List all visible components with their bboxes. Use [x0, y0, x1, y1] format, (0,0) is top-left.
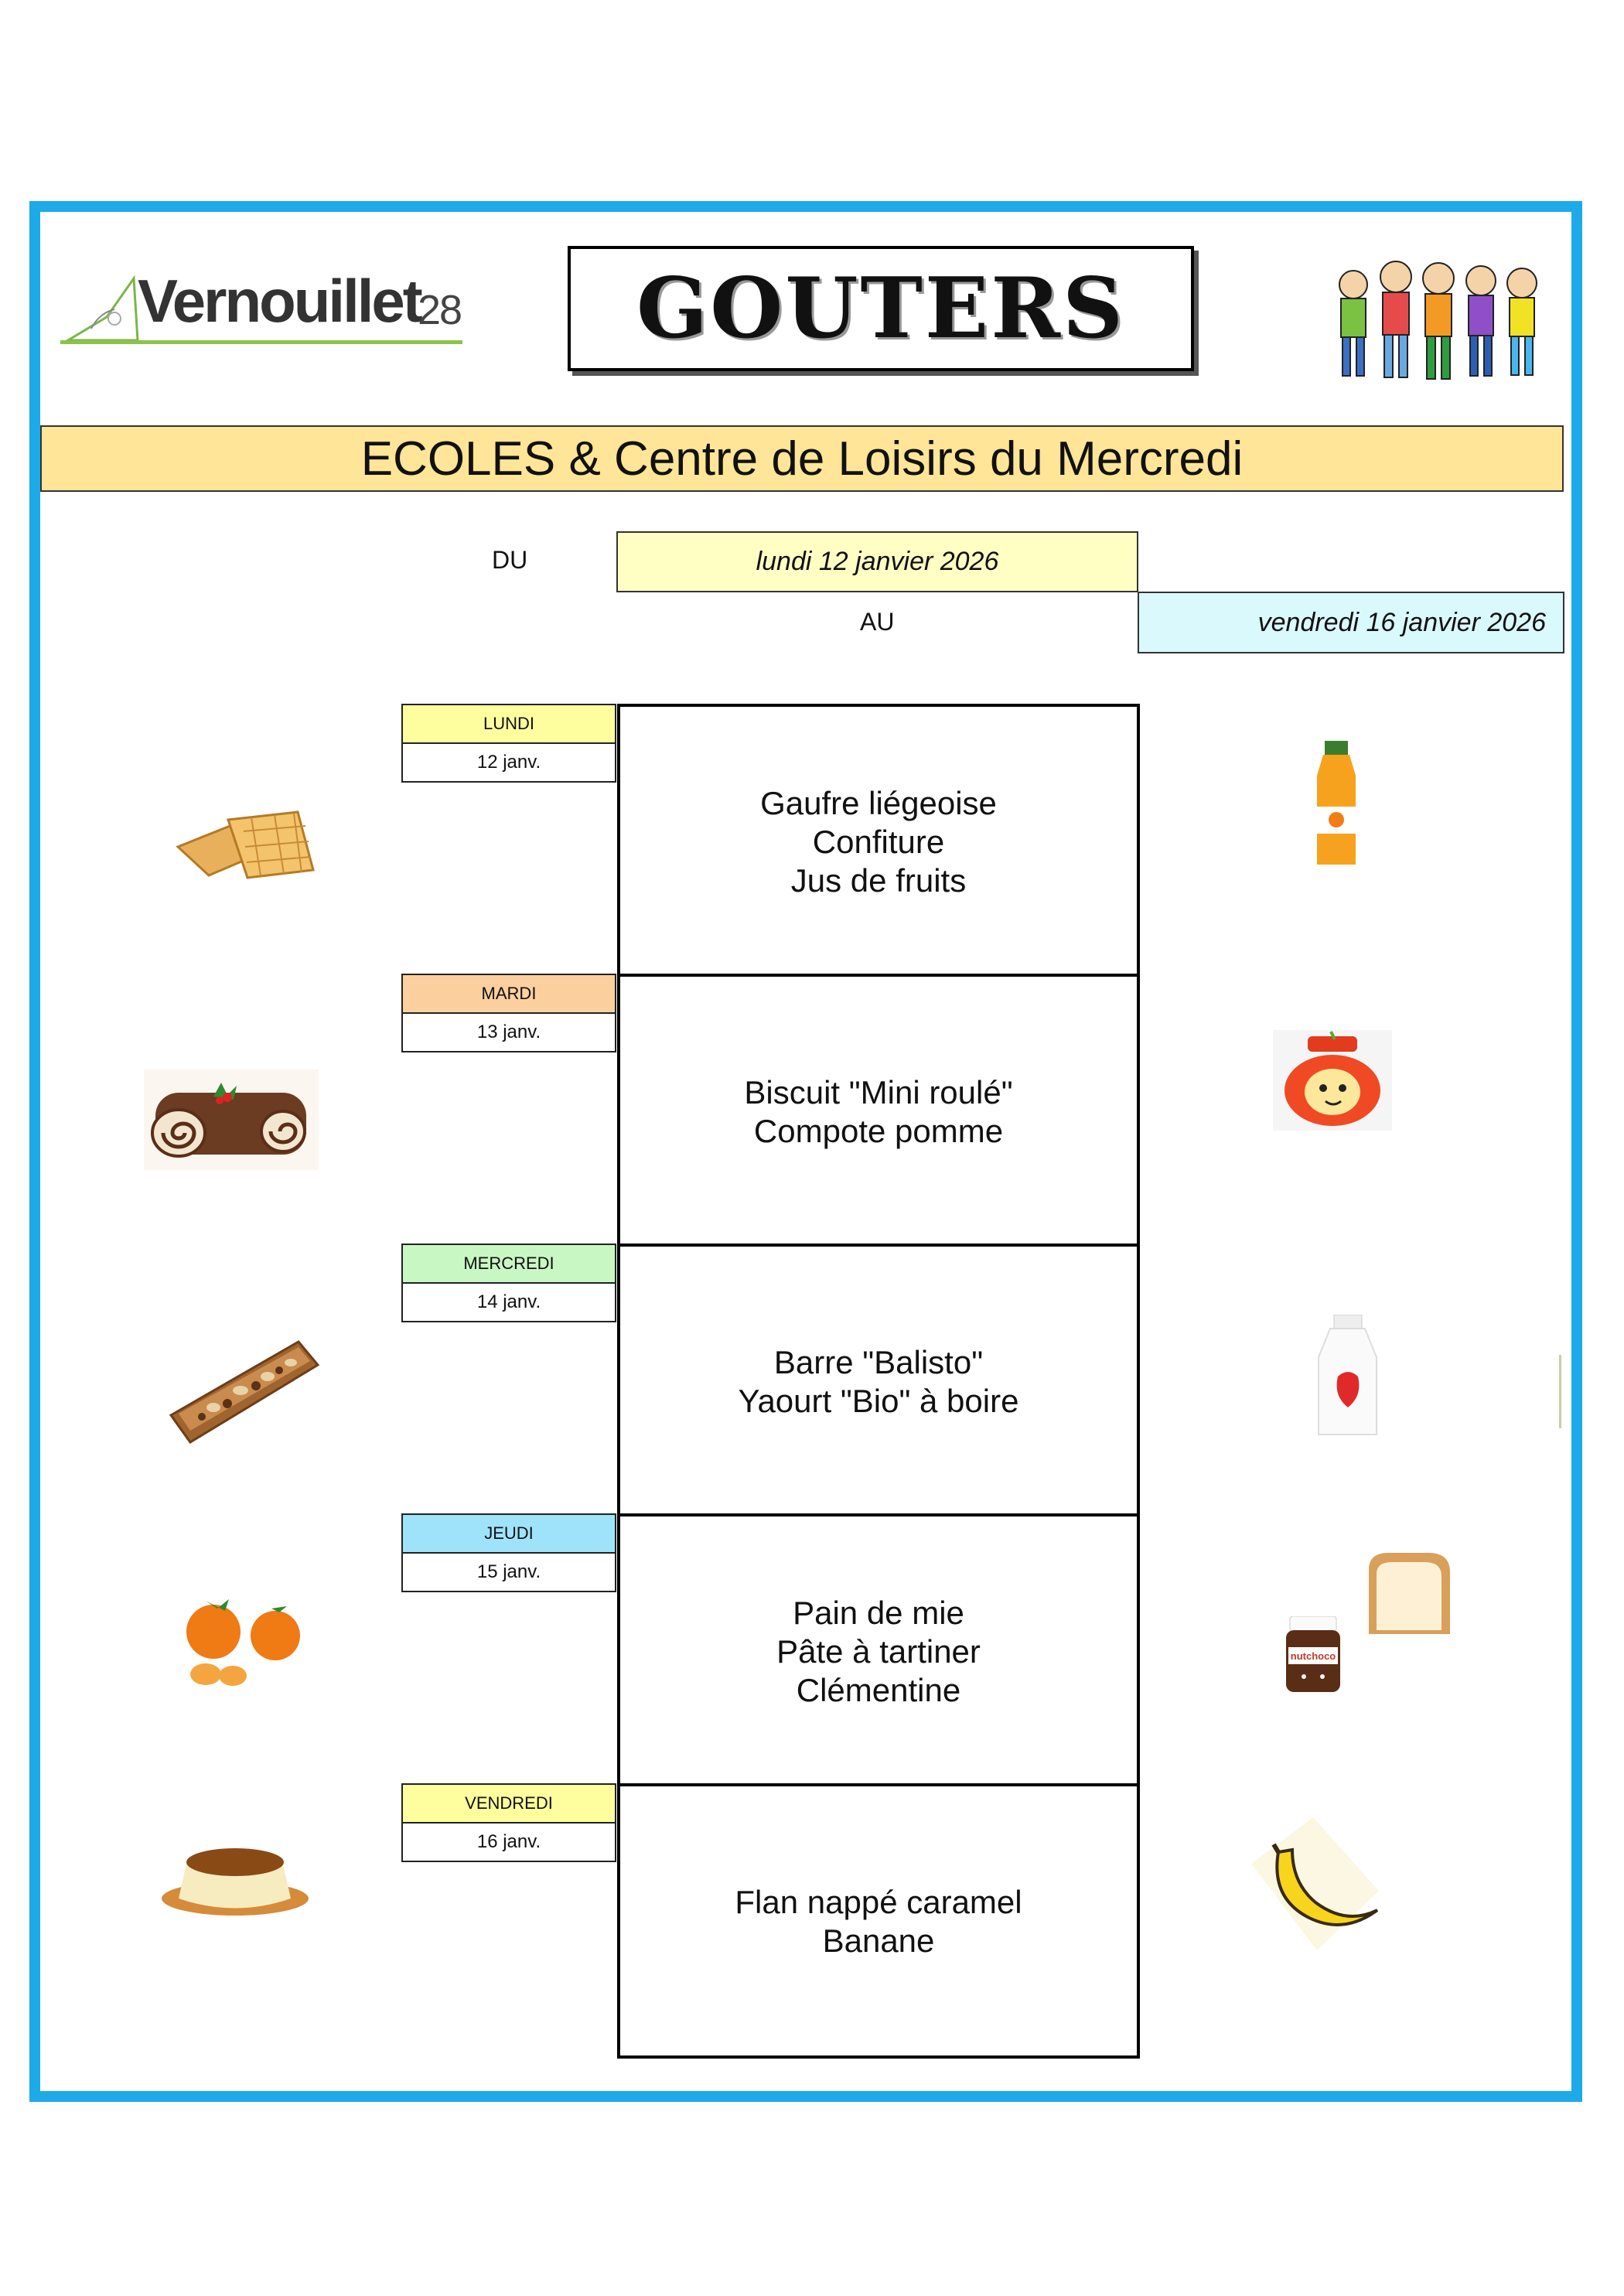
title-box	[568, 246, 1194, 371]
day-name: LUNDI	[403, 705, 615, 744]
day-label-vendredi	[401, 1783, 616, 1862]
sliced-bread-icon	[1361, 1551, 1455, 1639]
day-date: 13 janv.	[403, 1014, 615, 1051]
menu-item: Biscuit "Mini roulé"	[744, 1073, 1013, 1110]
day-name: MARDI	[403, 975, 615, 1014]
day-label-lundi	[401, 704, 616, 783]
banana-icon	[1251, 1817, 1379, 1950]
logo-name: Vernouillet	[138, 267, 421, 335]
day-name: JEUDI	[403, 1515, 615, 1554]
snack-menu-table	[617, 704, 1140, 2059]
day-date: 14 janv.	[403, 1284, 615, 1321]
menu-item: Confiture	[812, 823, 945, 860]
day-label-mardi	[401, 974, 616, 1052]
clementines-icon	[175, 1581, 310, 1694]
day-name: VENDREDI	[403, 1785, 615, 1823]
menu-item: Clémentine	[796, 1671, 961, 1708]
menu-item: Pâte à tartiner	[776, 1632, 981, 1670]
menu-cell-mercredi	[620, 1247, 1137, 1516]
waffle-icon	[174, 804, 321, 882]
logo-underline	[60, 340, 462, 344]
day-name: MERCREDI	[403, 1245, 615, 1284]
caramel-flan-icon	[159, 1833, 311, 1918]
day-label-jeudi	[401, 1513, 616, 1592]
menu-item: Jus de fruits	[790, 861, 967, 899]
menu-cell-mardi	[620, 977, 1137, 1247]
menu-cell-vendredi	[620, 1786, 1137, 2056]
juice-bottle-icon	[1309, 741, 1363, 868]
chocolate-spread-jar-icon	[1282, 1616, 1344, 1694]
jar-label: nutchoco	[1290, 1650, 1336, 1662]
page-title: GOUTERS	[636, 260, 1125, 357]
du-label: DU	[492, 546, 528, 574]
children-group-icon	[1322, 254, 1554, 387]
cereal-bar-icon	[167, 1330, 322, 1446]
divider-mark	[1559, 1355, 1561, 1428]
schools-banner: ECOLES & Centre de Loisirs du Mercredi	[40, 425, 1564, 492]
menu-cell-jeudi	[620, 1516, 1137, 1786]
end-date: vendredi 16 janvier 2026	[1138, 592, 1564, 653]
menu-item: Barre "Balisto"	[773, 1343, 984, 1380]
menu-item: Pain de mie	[793, 1594, 964, 1631]
day-date: 15 janv.	[403, 1554, 615, 1591]
day-date: 16 janv.	[403, 1823, 615, 1861]
vernouillet-logo	[60, 263, 470, 356]
apple-compote-jar-icon	[1273, 1030, 1392, 1131]
day-label-mercredi	[401, 1244, 616, 1322]
menu-item: Banane	[822, 1922, 935, 1959]
menu-cell-lundi	[620, 707, 1137, 977]
menu-item: Yaourt "Bio" à boire	[738, 1382, 1019, 1419]
menu-item: Gaufre liégeoise	[760, 784, 997, 821]
au-label: AU	[860, 608, 895, 636]
menu-item: Flan nappé caramel	[735, 1883, 1022, 1920]
logo-number: 28	[418, 287, 462, 333]
menu-item: Compote pomme	[753, 1112, 1004, 1149]
start-date: lundi 12 janvier 2026	[616, 531, 1138, 592]
yule-log-icon	[144, 1070, 319, 1170]
day-date: 12 janv.	[403, 744, 615, 781]
drinking-yogurt-icon	[1315, 1315, 1380, 1438]
